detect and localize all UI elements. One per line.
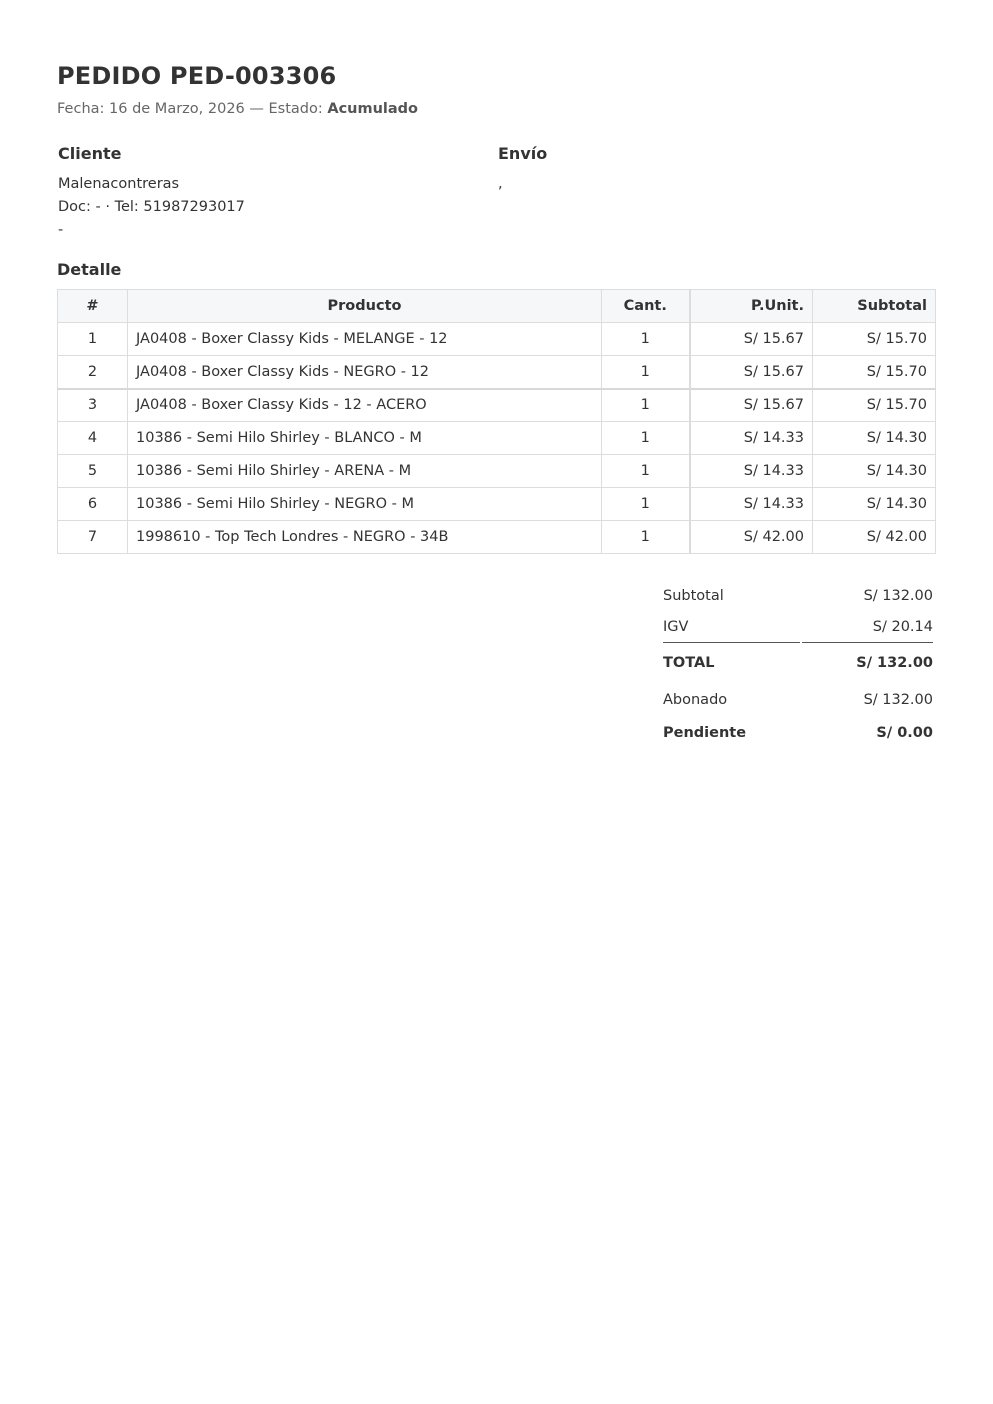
table-row <box>58 389 936 422</box>
table-row <box>58 488 936 521</box>
row-number: 2 <box>58 356 128 389</box>
row-subtotal: S/ 14.30 <box>813 455 936 488</box>
row-number: 5 <box>58 455 128 488</box>
total-row <box>663 644 933 684</box>
subtotal-value: S/ 132.00 <box>863 588 933 604</box>
row-qty: 1 <box>602 323 690 356</box>
status-badge: Acumulado <box>327 101 419 117</box>
total-divider-left <box>663 642 800 643</box>
row-subtotal: S/ 15.70 <box>813 356 936 389</box>
igv-row <box>663 613 933 644</box>
total-value: S/ 132.00 <box>856 655 933 671</box>
igv-value: S/ 20.14 <box>872 619 933 635</box>
row-product: JA0408 - Boxer Classy Kids - NEGRO - 12 <box>128 356 602 389</box>
row-product: JA0408 - Boxer Classy Kids - 12 - ACERO <box>128 389 602 422</box>
subtotal-label: Subtotal <box>663 588 724 604</box>
table-row <box>58 323 936 356</box>
row-product: 1998610 - Top Tech Londres - NEGRO - 34B <box>128 521 602 554</box>
shipping-heading: Envío <box>498 144 548 163</box>
col-header-product: Producto <box>128 290 602 323</box>
row-qty: 1 <box>602 488 690 521</box>
row-unit-price: S/ 15.67 <box>690 323 813 356</box>
detail-heading: Detalle <box>57 260 122 279</box>
totals-summary <box>663 582 933 749</box>
client-extra: - <box>58 222 64 238</box>
row-subtotal: S/ 15.70 <box>813 323 936 356</box>
row-unit-price: S/ 15.67 <box>690 356 813 389</box>
igv-label: IGV <box>663 619 689 635</box>
row-subtotal: S/ 14.30 <box>813 488 936 521</box>
col-header-subtotal: Subtotal <box>813 290 936 323</box>
order-date: Fecha: 16 de Marzo, 2026 — Estado: <box>57 101 328 117</box>
shipping-info <box>498 173 503 196</box>
row-product: JA0408 - Boxer Classy Kids - MELANGE - 12 <box>128 323 602 356</box>
subtotal-row <box>663 582 933 613</box>
row-unit-price: S/ 14.33 <box>690 488 813 521</box>
row-unit-price: S/ 14.33 <box>690 455 813 488</box>
items-table <box>57 289 936 554</box>
row-number: 7 <box>58 521 128 554</box>
client-name: Malenacontreras <box>58 176 180 192</box>
client-doc-tel: Doc: - · Tel: 51987293017 <box>58 199 245 215</box>
row-number: 1 <box>58 323 128 356</box>
pending-value: S/ 0.00 <box>876 725 933 741</box>
row-subtotal: S/ 15.70 <box>813 389 936 422</box>
row-product: 10386 - Semi Hilo Shirley - BLANCO - M <box>128 422 602 455</box>
page-title: PEDIDO PED-003306 <box>57 62 337 90</box>
total-divider-right <box>802 642 933 643</box>
shipping-address: , <box>498 176 503 192</box>
row-unit-price: S/ 14.33 <box>690 422 813 455</box>
client-info <box>58 173 245 242</box>
row-number: 6 <box>58 488 128 521</box>
table-row <box>58 422 936 455</box>
table-header-row <box>58 290 936 323</box>
row-number: 4 <box>58 422 128 455</box>
row-product: 10386 - Semi Hilo Shirley - NEGRO - M <box>128 488 602 521</box>
row-unit-price: S/ 15.67 <box>690 389 813 422</box>
table-row <box>58 356 936 389</box>
row-qty: 1 <box>602 389 690 422</box>
client-heading: Cliente <box>58 144 122 163</box>
col-header-number: # <box>58 290 128 323</box>
row-qty: 1 <box>602 455 690 488</box>
row-qty: 1 <box>602 521 690 554</box>
pending-label: Pendiente <box>663 725 747 741</box>
table-row <box>58 521 936 554</box>
col-header-unit-price: P.Unit. <box>690 290 813 323</box>
table-row <box>58 455 936 488</box>
pending-row <box>663 718 933 749</box>
row-subtotal: S/ 14.30 <box>813 422 936 455</box>
paid-value: S/ 132.00 <box>863 692 933 708</box>
row-qty: 1 <box>602 422 690 455</box>
row-unit-price: S/ 42.00 <box>690 521 813 554</box>
paid-row <box>663 684 933 718</box>
row-subtotal: S/ 42.00 <box>813 521 936 554</box>
paid-label: Abonado <box>663 692 728 708</box>
row-number: 3 <box>58 389 128 422</box>
row-product: 10386 - Semi Hilo Shirley - ARENA - M <box>128 455 602 488</box>
total-label: TOTAL <box>663 655 715 671</box>
order-meta <box>57 101 418 117</box>
row-qty: 1 <box>602 356 690 389</box>
col-header-qty: Cant. <box>602 290 690 323</box>
